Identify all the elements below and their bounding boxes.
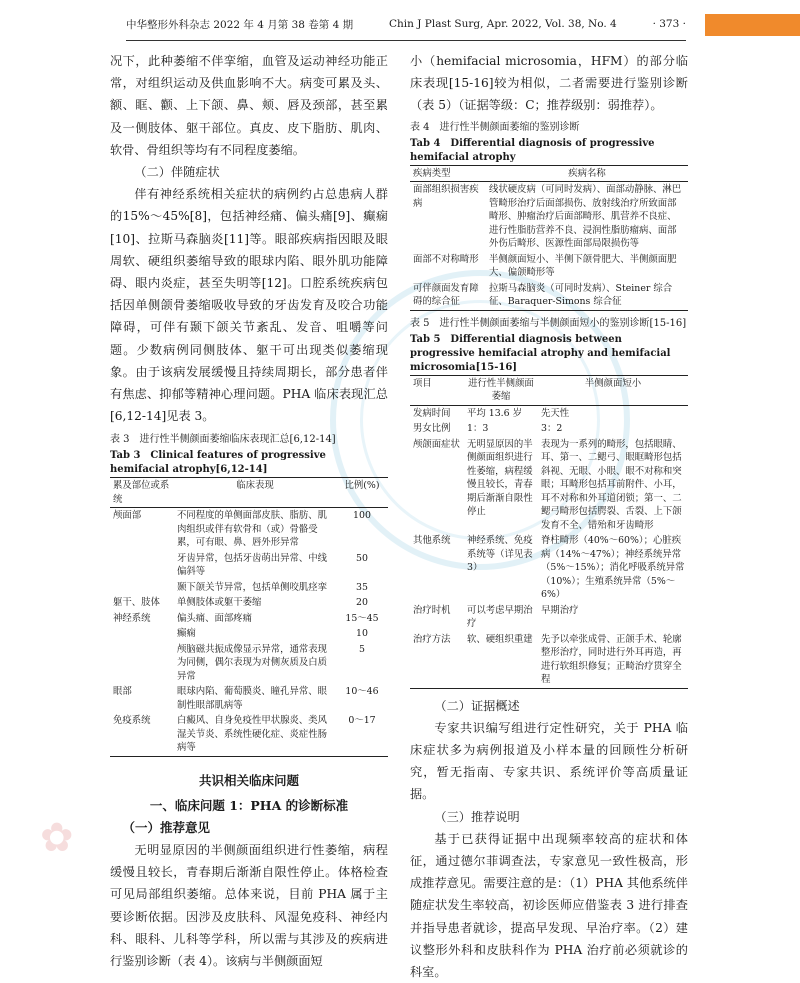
table-cell: 10～46 <box>345 686 379 698</box>
table-cell: 颅脑磁共振成像显示异常，通常表现为同侧，偶尔表现为对侧灰质及白质异常 <box>177 643 328 682</box>
table-cell: 治疗方法 <box>410 632 464 689</box>
table-cell: 颅颌面症状 <box>413 438 460 450</box>
subheading: （二）伴随症状 <box>134 165 220 180</box>
table-cell: 表现为一系列的畸形，包括眼睛、耳、第一、二鳃弓、眼眶畸形包括斜视、无眼、小眼、眼不对称和突眼；耳畸形包括耳前附件、小耳，耳不对称和外耳道闭锁；第一、二鳃弓畸形包括腭裂、舌裂、上下颌发育不全、错殆和牙齿畸形 <box>541 438 682 531</box>
table-cell: 脊柱畸形（40%～60%）；心脏疾病（14%～47%）；神经系统异常（5%～15%）；消化呼吸系统异常（10%）；生殖系统异常（5%～6%） <box>541 535 685 601</box>
table-5 <box>410 375 688 689</box>
table-row <box>110 611 388 627</box>
table-cell: 平均 13.6 岁 <box>467 407 522 419</box>
table-cell: 偏头痛、面部疼痛 <box>177 612 253 624</box>
table-cell: 眼球内陷、葡萄膜炎、瞳孔异常、眼制性眼部肌病等 <box>177 686 328 711</box>
table-cell: 无明显原因的半侧颜面组织进行性萎缩，病程缓慢且较长，青春期后渐渐自限性停止 <box>467 438 533 518</box>
table-cell: 躯干、肢体 <box>113 597 160 609</box>
table-cell <box>110 642 174 685</box>
table-row <box>110 551 388 580</box>
table-cell: 50 <box>356 552 368 564</box>
journal-en: Chin J Plast Surg, Apr. 2022, Vol. 38, No. 4 <box>389 18 617 30</box>
table-cell: 10 <box>356 628 368 640</box>
table-row <box>110 713 388 756</box>
table-row <box>110 580 388 596</box>
table-cell: 线状硬皮病（可同时发病）、面部动静脉、淋巴管畸形治疗后面部损伤、放射线治疗所致面部畸形、肿瘤治疗后面部畸形、肌营养不良症、进行性脂肪营养不良、浸润性脂肪瘤病、面部外伤后畸形、医源性面部局限损伤等 <box>489 184 682 250</box>
table-row <box>410 437 688 534</box>
table-header: 疾病名称 <box>486 165 688 182</box>
table-cell: 其他系统 <box>413 535 451 547</box>
table-cell: 先予以牵张成骨、正颌手术、轮廓整形治疗，同时进行外耳再造，再进行软组织修复；正畸治疗贯穿全程 <box>538 632 688 689</box>
table-4 <box>410 165 688 311</box>
table-header: 半侧颜面短小 <box>538 375 688 405</box>
table-row <box>110 642 388 685</box>
table-4-caption-en: Tab 4 Differential diagnosis of progressive hemifacial atrophy <box>410 137 655 163</box>
left-column <box>110 50 388 972</box>
table-header: 累及部位或系统 <box>110 478 174 508</box>
table-cell: 男女比例 <box>413 423 451 435</box>
running-header <box>126 10 686 38</box>
table-row <box>410 421 688 437</box>
table-row <box>410 281 688 311</box>
table-cell: 白癜风、自身免疫性甲状腺炎、类风湿关节炎、系统性硬化症、炎症性肠病等 <box>174 713 336 756</box>
table-header: 进行性半侧颜面萎缩 <box>464 375 538 405</box>
table-header: 疾病类型 <box>410 165 486 182</box>
table-cell: 颞下颌关节异常，包括单侧咬肌痉挛 <box>177 581 328 593</box>
table-cell: 5 <box>359 643 365 655</box>
table-row <box>410 632 688 689</box>
table-cell: 神经系统 <box>113 612 151 624</box>
table-row <box>410 405 688 421</box>
table-cell: 面部不对称畸形 <box>413 253 479 265</box>
table-cell: 可伴颜面发育障碍的综合征 <box>410 281 486 311</box>
table-row <box>110 684 388 713</box>
table-cell: 早期治疗 <box>541 604 579 616</box>
table-cell: 可以考虑早期治疗 <box>467 604 533 630</box>
table-cell <box>110 551 174 580</box>
table-cell: 癫痫 <box>177 628 196 640</box>
table-cell <box>110 580 174 596</box>
table-cell: 1：3 <box>467 423 489 435</box>
table-cell: 100 <box>353 510 371 522</box>
table-cell: 发病时间 <box>413 407 451 419</box>
subheading: （二）证据概述 <box>434 698 520 713</box>
question-heading: 一、临床问题 1：PHA 的诊断标准 <box>149 797 349 813</box>
table-3-caption-en: Tab 3 Clinical features of progressive hemifacial atrophy[6,12-14] <box>110 450 326 476</box>
paragraph: 基于已获得证据中出现频率较高的症状和体征，通过德尔菲调查法，专家意见一致性极高，形成推荐意见。需要注意的是：（1）PHA 其他系统伴随症状发生率较高，初诊医师应借鉴表 3 进行排查并指导患者就诊，提高早发现、早治疗率。（2）建议整形外科和皮肤科作为 PHA 治疗前必须就诊的科室。 <box>410 831 688 980</box>
table-5-caption-en: Tab 5 Differential diagnosis between progressive hemifacial atrophy and hemifacial microsomia[15-16] <box>410 333 671 373</box>
table-cell: 牙齿异常，包括牙齿萌出异常、中线偏斜等 <box>177 552 328 578</box>
right-column <box>410 50 688 983</box>
table-cell <box>110 626 174 642</box>
table-row <box>410 252 688 281</box>
table-row <box>410 603 688 632</box>
table-row <box>410 533 688 603</box>
table-cell: 先天性 <box>541 407 570 419</box>
paragraph: 无明显原因的半侧颜面组织进行性萎缩，病程缓慢且较长，青春期后渐渐自限性停止。体格检查可见局部组织萎缩。总体来说，目前 PHA 属于主要诊断依据。因涉及皮肤科、风湿免疫科、神经内科、眼科、儿科等学科，所以需与其涉及的疾病进行鉴别诊断（表 4）。该病与半侧颜面短 <box>110 842 388 968</box>
journal-cn: 中华整形外科杂志 2022 年 4 月第 38 卷第 4 期 <box>126 18 354 31</box>
table-cell: 面部组织损害疾病 <box>413 184 479 209</box>
paragraph: 专家共识编写组进行定性研究，关于 PHA 临床症状多为病例报道及小样本量的回顾性分析研究，暂无指南、专家共识、系统评价等高质量证据。 <box>410 720 688 802</box>
subheading: （一）推荐意见 <box>122 819 211 835</box>
section-heading: 共识相关临床问题 <box>198 772 299 788</box>
paragraph: 伴有神经系统相关症状的病例约占总患病人群的15%～45%[8]，包括神经痛、偏头痛[9]、癫痫[10]、拉斯马森脑炎[11]等。眼部疾病指因眼及眼周软、硬组织萎缩导致的眼球内陷、眼外肌功能障碍、眼内炎症，甚至失明等[12]。口腔系统疾病包括因单侧颌骨萎缩吸收导致的牙齿发育及咬合功能障碍，可伴有颞下颌关节紊乱、发音、咀嚼等问题。少数病例同侧肢体、躯干可出现类似萎缩现象。由于该病发展缓慢且持续周期长，部分患者伴有焦虑、抑郁等精神心理问题。PHA 临床表现汇总[6,12-14]见表 3。 <box>110 187 388 424</box>
paragraph: 小（hemifacial microsomia，HFM）的部分临床表现[15-16]较为相似，二者需要进行鉴别诊断（表 5）（证据等级：C；推荐级别：弱推荐）。 <box>410 54 688 113</box>
table-cell: 颅面部 <box>113 510 142 522</box>
table-cell: 拉斯马森脑炎（可同时发病）、Steiner 综合征、Baraquer-Simons 综合征 <box>486 281 688 311</box>
table-3 <box>110 477 388 757</box>
table-4-caption: 表 4 进行性半侧颜面萎缩的鉴别诊断 <box>410 121 580 133</box>
table-cell: 软、硬组织重建 <box>464 632 538 689</box>
page-number: · 373 · <box>652 18 686 30</box>
table-cell: 不同程度的单侧面部皮肤、脂肪、肌肉组织或伴有软骨和（或）骨骼受累，可有眼、鼻、唇外形异常 <box>177 510 328 549</box>
table-cell: 3：2 <box>541 423 563 435</box>
table-header: 比例(%) <box>336 478 388 508</box>
table-cell: 神经系统、免疫系统等（详见表 3） <box>467 535 533 574</box>
table-cell: 0～17 <box>336 713 388 756</box>
header-rule <box>126 40 686 41</box>
publisher-logo: ✿ <box>40 815 74 861</box>
paragraph: 况下，此种萎缩不伴挛缩，血管及运动神经功能正常，对组织运动及供血影响不大。病变可累及头、额、眶、颧、上下颌、鼻、颊、唇及颈部，甚至累及一侧肢体、躯干部位。真皮、皮下脂肪、肌肉、软骨、骨组织等均有不同程度萎缩。 <box>110 54 388 157</box>
page-tab-marker <box>705 14 800 36</box>
subheading: （三）推荐说明 <box>434 809 520 824</box>
table-cell: 半侧颜面短小、半侧下颌骨肥大、半侧颜面肥大、偏颌畸形等 <box>489 253 677 279</box>
table-cell: 单侧肢体或躯干萎缩 <box>177 597 262 609</box>
table-3-caption: 表 3 进行性半侧颜面萎缩临床表现汇总[6,12-14] <box>110 434 336 446</box>
table-cell: 15～45 <box>345 612 379 624</box>
table-row <box>110 595 388 611</box>
table-header: 临床表现 <box>174 478 336 508</box>
table-cell: 35 <box>356 581 368 593</box>
table-header: 项目 <box>410 375 464 405</box>
table-cell: 20 <box>356 597 368 609</box>
table-5-caption: 表 5 进行性半侧颜面萎缩与半侧颜面短小的鉴别诊断[15-16] <box>410 317 687 329</box>
table-row <box>110 626 388 642</box>
table-row <box>410 182 688 252</box>
table-cell: 免疫系统 <box>110 713 174 756</box>
table-cell: 眼部 <box>113 686 132 698</box>
table-cell: 治疗时机 <box>413 604 451 616</box>
table-row <box>110 508 388 551</box>
